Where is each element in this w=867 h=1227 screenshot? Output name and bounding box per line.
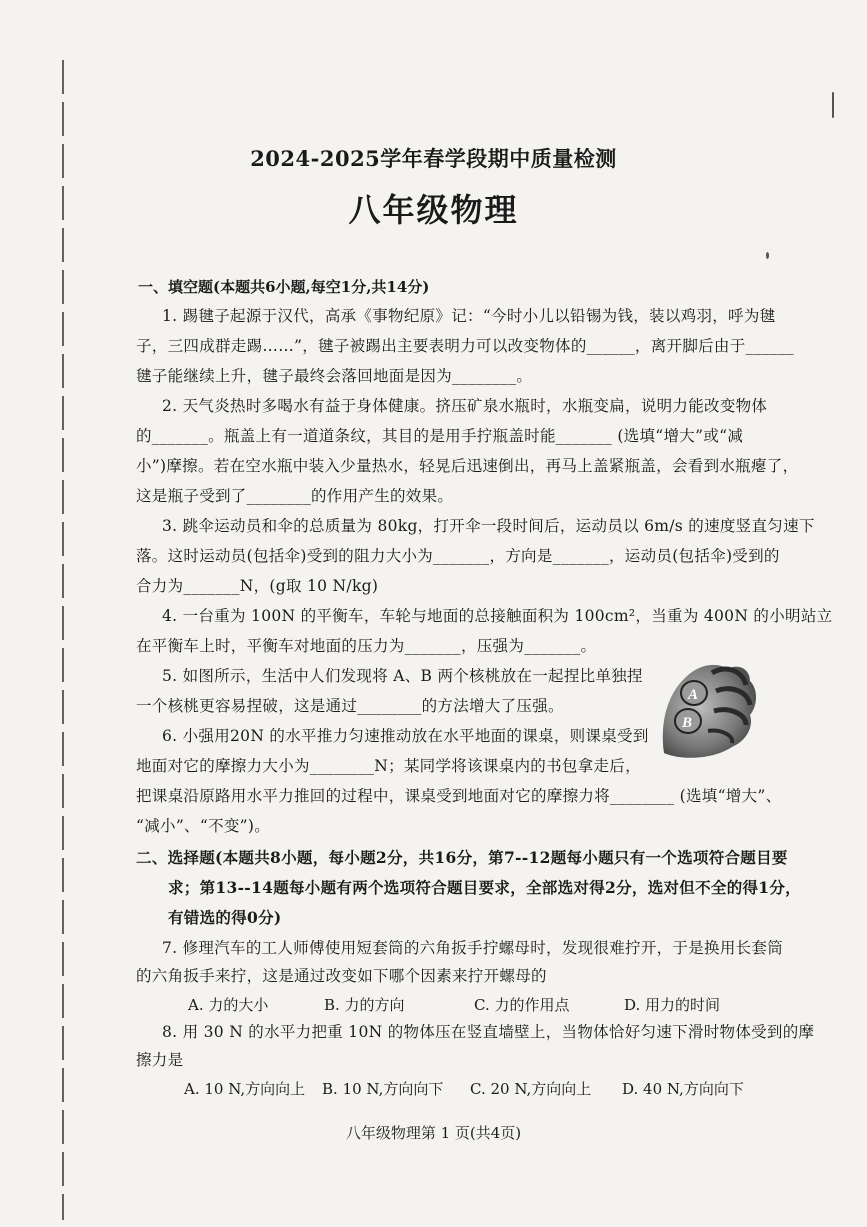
question-line: 毽子能继续上升，毽子最终会落回地面是因为________。 <box>136 367 533 385</box>
question-line: “减小”、“不变”)。 <box>136 817 271 835</box>
option-a: A. 10 N,方向向上 <box>184 1080 306 1098</box>
question-line: 8. 用 30 N 的水平力把重 10N 的物体压在竖直墙壁上，当物体恰好匀速下滑时物体受到的摩 <box>162 1023 815 1041</box>
question-line: 4. 一台重为 100N 的平衡车，车轮与地面的总接触面积为 100cm²，当重为 400N 的小明站立 <box>162 607 833 625</box>
question-line: 7. 修理汽车的工人师傅使用短套筒的六角扳手拧螺母时，发现很难拧开，于是换用长套筒 <box>162 939 784 957</box>
walnut-label-b: B <box>682 715 693 731</box>
question-line: 的_______。瓶盖上有一道道条纹，其目的是用手拧瓶盖时能_______ (选填“增大”或“减 <box>136 427 744 445</box>
question-line: 地面对它的摩擦力大小为________N；某同学将该课桌内的书包拿走后， <box>136 757 641 775</box>
option-d: D. 40 N,方向向下 <box>622 1080 744 1098</box>
exam-subtitle: 2024-2025学年春学段期中质量检测 <box>250 146 617 171</box>
section-2-heading: 有错选的得0分) <box>168 908 282 927</box>
section-2-heading: 二、选择题(本题共8小题，每小题2分，共16分，第7--12题每小题只有一个选项符合题目要 <box>136 848 788 867</box>
binding-margin-line <box>62 60 64 1220</box>
walnut-label-a: A <box>688 687 699 703</box>
hand-squeezing-walnuts-figure <box>658 655 760 761</box>
walnut-hand-image <box>658 655 760 761</box>
question-line: 5. 如图所示，生活中人们发现将 A、B 两个核桃放在一起捏比单独捏 <box>162 667 643 685</box>
option-b: B. 力的方向 <box>324 996 405 1014</box>
question-line: 这是瓶子受到了________的作用产生的效果。 <box>136 487 454 505</box>
question-line: 在平衡车上时，平衡车对地面的压力为_______，压强为_______。 <box>136 637 597 655</box>
scan-mark <box>832 92 834 118</box>
question-line: 一个核桃更容易捏破，这是通过________的方法增大了压强。 <box>136 697 564 715</box>
question-line: 2. 天气炎热时多喝水有益于身体健康。挤压矿泉水瓶时，水瓶变扁，说明力能改变物体 <box>162 397 768 415</box>
question-line: 擦力是 <box>136 1051 184 1069</box>
question-line: 3. 跳伞运动员和伞的总质量为 80kg，打开伞一段时间后，运动员以 6m/s 的速度竖直匀速下 <box>162 517 815 535</box>
question-line: 的六角扳手来拧，这是通过改变如下哪个因素来拧开螺母的 <box>136 967 547 985</box>
option-d: D. 用力的时间 <box>624 996 721 1014</box>
option-b: B. 10 N,方向向下 <box>322 1080 444 1098</box>
section-2-heading: 求；第13--14题每小题有两个选项符合题目要求，全部选对得2分，选对但不全的得1分， <box>168 878 801 897</box>
question-line: 子，三四成群走踢……”，毽子被踢出主要表明力可以改变物体的______，离开脚后由于______ <box>136 337 794 355</box>
scan-mark <box>766 252 769 259</box>
page-footer: 八年级物理第 1 页(共4页) <box>345 1124 522 1142</box>
option-a: A. 力的大小 <box>188 996 269 1014</box>
question-line: 落。这时运动员(包括伞)受到的阻力大小为_______，方向是_______，运动员(包括伞)受到的 <box>136 547 780 565</box>
option-c: C. 力的作用点 <box>474 996 570 1014</box>
option-c: C. 20 N,方向向上 <box>470 1080 592 1098</box>
question-7-options <box>188 994 720 1015</box>
question-line: 把课桌沿原路用水平力推回的过程中，课桌受到地面对它的摩擦力将________ (选填“增大”、 <box>136 787 782 805</box>
question-line: 1. 踢毽子起源于汉代，高承《事物纪原》记：“今时小儿以铅锡为钱，装以鸡羽，呼为毽 <box>162 307 776 325</box>
question-line: 6. 小强用20N 的水平推力匀速推动放在水平地面的课桌，则课桌受到 <box>162 727 649 745</box>
section-1-heading: 一、填空题(本题共6小题,每空1分,共14分) <box>138 278 430 296</box>
exam-title: 八年级物理 <box>348 191 519 229</box>
question-8-options <box>184 1078 744 1099</box>
question-line: 合力为_______N，(g取 10 N/kg) <box>136 577 379 595</box>
question-line: 小”)摩擦。若在空水瓶中装入少量热水，轻晃后迅速倒出，再马上盖紧瓶盖，会看到水瓶瘪了， <box>136 457 799 475</box>
